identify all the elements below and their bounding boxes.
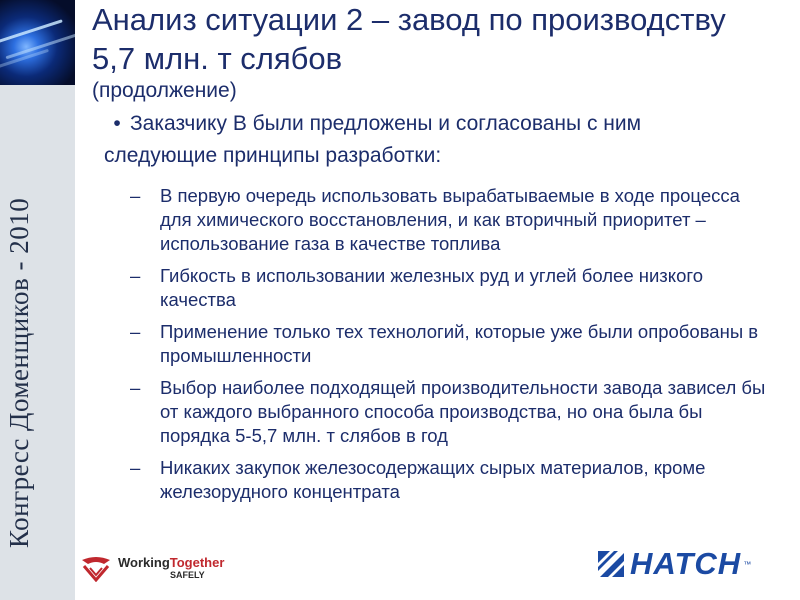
wt-logo-text-b: Together [169,555,225,570]
vertical-congress-label: Конгресс Доменщиков - 2010 [4,197,34,548]
dash-icon: – [130,457,141,478]
lead-text: Заказчику В были предложены и согласованы с ним следующие принципы разработки: [104,112,642,167]
list-item-text: В первую очередь использовать вырабатываемые в ходе процесса для химического восстановления, и как вторичный приоритет – использование газа в качестве топлива [160,185,740,254]
dash-icon: – [130,377,141,398]
dash-icon: – [130,185,141,206]
page-title: Анализ ситуации 2 – завод по производству 5,7 млн. т слябов [92,2,726,76]
page-subtitle: (продолжение) [92,79,237,102]
list-item [130,184,770,256]
principles-list [130,184,770,512]
working-together-logo [80,553,224,585]
lead-paragraph [104,108,744,172]
hatch-tm: ™ [743,559,752,569]
working-together-icon [80,556,112,582]
list-item [130,320,770,368]
hatch-logo [598,548,751,580]
list-item [130,376,770,448]
wt-logo-sub: SAFELY [170,570,205,580]
side-photo [0,0,75,85]
list-item-text: Выбор наиболее подходящей производительности завода зависел бы от каждого выбранного способа производства, но она была бы порядка 5-5,7 млн. т слябов в год [160,377,766,446]
bullet-icon: • [113,112,121,135]
list-item [130,456,770,504]
list-item [130,264,770,312]
list-item-text: Никаких закупок железосодержащих сырых материалов, кроме железорудного концентрата [160,457,706,502]
dash-icon: – [130,321,141,342]
dash-icon: – [130,265,141,286]
hatch-stripes-icon [598,551,624,577]
wt-logo-text-a: Working [118,555,170,570]
list-item-text: Применение только тех технологий, которые уже были опробованы в промышленности [160,321,759,366]
hatch-logo-text: HATCH [630,546,742,581]
list-item-text: Гибкость в использовании железных руд и углей более низкого качества [160,265,704,310]
